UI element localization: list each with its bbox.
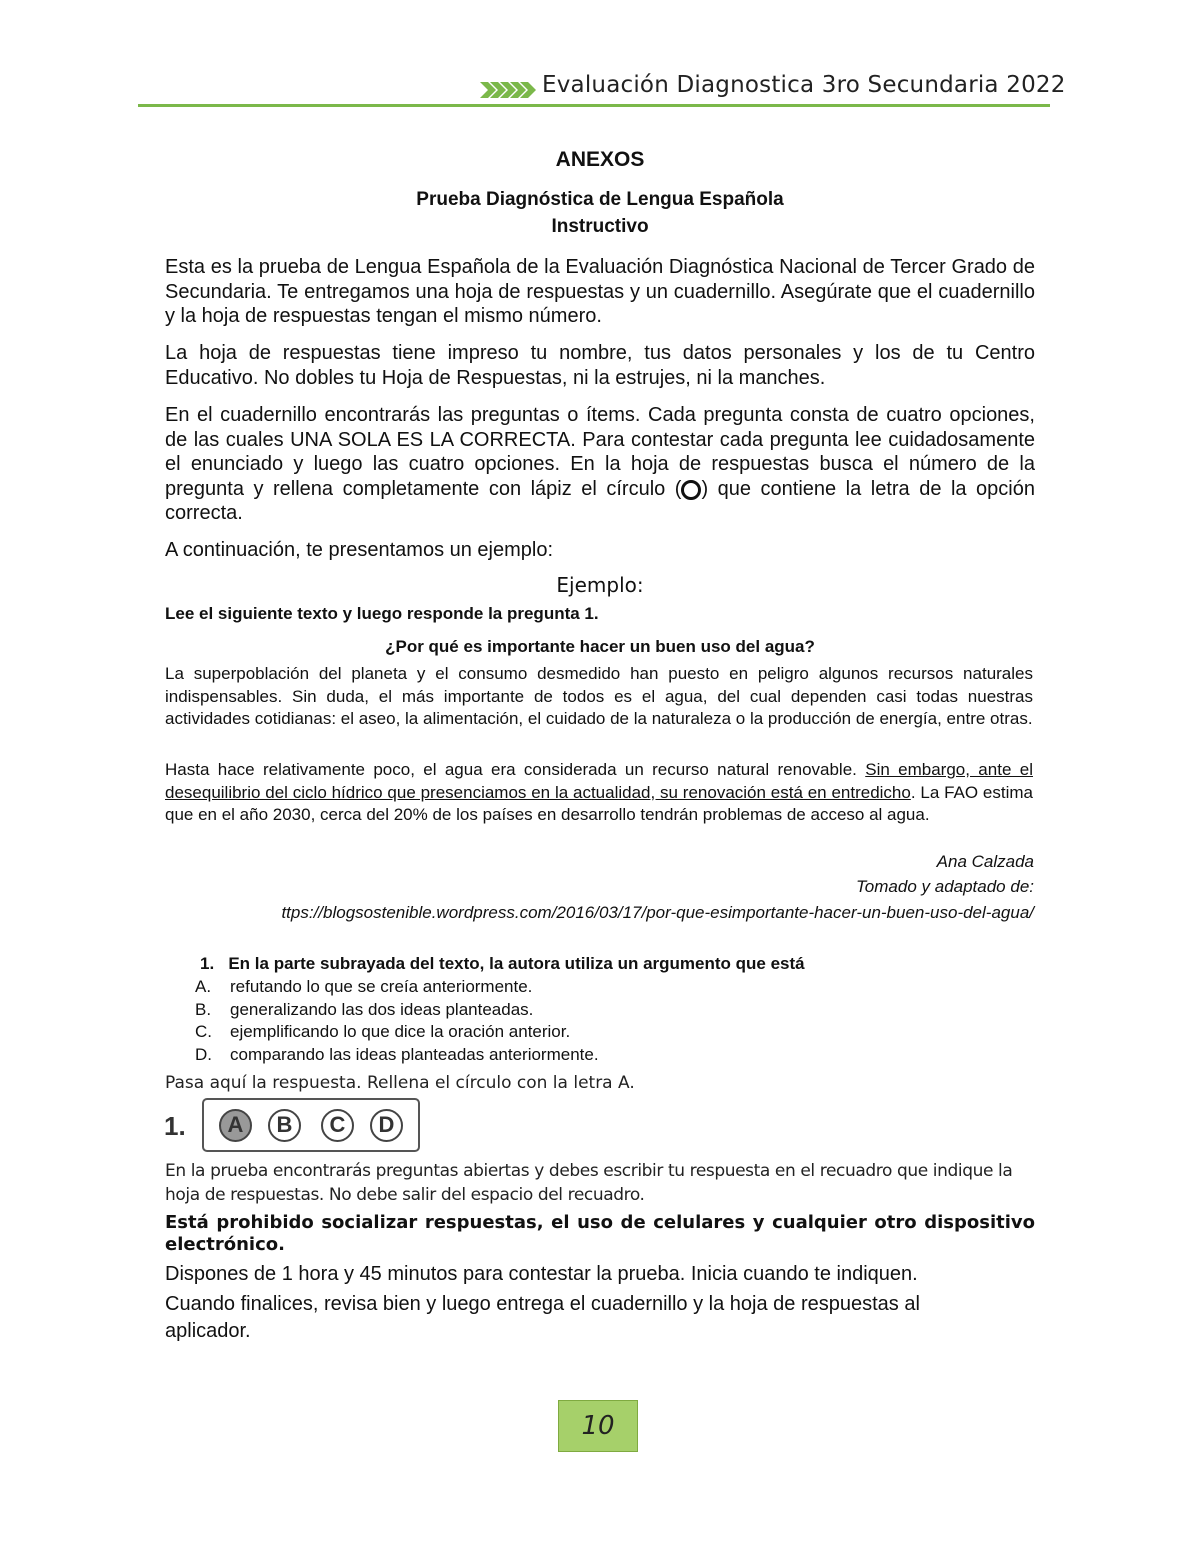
option-letter: C. <box>195 1022 212 1041</box>
reading-text-start: Hasta hace relativamente poco, el agua era considerada un recurso natural renovable. <box>165 760 857 779</box>
option-c <box>195 1022 570 1042</box>
items-paragraph <box>165 403 1035 526</box>
reading-text-end: . La FAO estima que en el año 2030, cerca del 20% de los países en desarrollo tendrán problemas de acceso al agua. <box>165 782 1033 824</box>
bubble-d[interactable]: D <box>370 1109 403 1142</box>
bubble-c[interactable]: C <box>321 1109 354 1142</box>
answer-bubble-box <box>202 1098 420 1152</box>
time-notice: Dispones de 1 hora y 45 minutos para contestar la prueba. Inicia cuando te indiquen. <box>165 1263 918 1285</box>
source-label: Tomado y adaptado de: <box>855 877 1034 896</box>
option-b <box>195 1000 533 1020</box>
question-1: 1. En la parte subrayada del texto, la autora utiliza un argumento que está <box>200 954 805 973</box>
option-text: refutando lo que se creía anteriormente. <box>230 977 533 996</box>
items-paragraph-start: En el cuadernillo encontrarás las preguntas o ítems. Cada pregunta consta de cuatro opciones, de las cuales UNA SOLA ES LA CORRECTA. Para contestar cada pregunta lee cuidadosamente el enunciado y luego las cuatro opciones. En la hoja de respuestas busca el número de la pregunta y rellena completamente con lápiz el círculo ( <box>165 404 1035 500</box>
reading-paragraph-2 <box>165 759 1033 827</box>
answer-number: 1. <box>164 1111 186 1141</box>
example-intro: A continuación, te presentamos un ejemplo: <box>165 539 554 561</box>
reading-title: ¿Por qué es importante hacer un buen uso del agua? <box>385 637 815 656</box>
read-instruction: Lee el siguiente texto y luego responde la pregunta 1. <box>165 604 599 623</box>
prohibition-notice: Está prohibido socializar respuestas, el uso de celulares y cualquier otro dispositivo electrónico. <box>165 1212 1035 1255</box>
option-letter: B. <box>195 1000 212 1019</box>
test-heading: Prueba Diagnóstica de Lengua Española <box>416 189 784 210</box>
example-title: Ejemplo: <box>556 573 644 597</box>
option-text: comparando las ideas planteadas anteriormente. <box>230 1045 599 1064</box>
option-text: generalizando las dos ideas planteadas. <box>230 1000 534 1019</box>
option-text: ejemplificando lo que dice la oración anterior. <box>230 1022 571 1041</box>
bubble-a[interactable]: A <box>219 1109 252 1142</box>
header-title: Evaluación Diagnostica 3ro Secundaria 2022 <box>542 72 1066 98</box>
author: Ana Calzada <box>936 852 1034 871</box>
items-paragraph-end: ) que contiene la letra de la opción correcta. <box>165 477 1035 524</box>
chevrons-right-icon <box>480 82 538 98</box>
intro-paragraph: Esta es la prueba de Lengua Española de la Evaluación Diagnóstica Nacional de Tercer Grado de Secundaria. Te entregamos una hoja de respuestas y un cuadernillo. Asegúrate que el cuadernillo y la hoja de respuestas tengan el mismo número. <box>165 256 1035 327</box>
page-number: 10 <box>581 1411 615 1441</box>
answer-sheet-paragraph: La hoja de respuestas tiene impreso tu nombre, tus datos personales y los de tu Centro Educativo. No dobles tu Hoja de Respuestas, ni la estrujes, ni la manches. <box>165 342 1035 389</box>
option-a <box>195 977 532 997</box>
circle-icon <box>681 480 701 500</box>
instructions-heading: Instructivo <box>551 216 649 237</box>
option-letter: A. <box>195 977 212 996</box>
underlined-argument: Sin embargo, ante el desequilibrio del ciclo hídrico que presenciamos en la actualidad, su renovación está en entredicho <box>165 760 1033 802</box>
bubble-b[interactable]: B <box>268 1109 301 1142</box>
option-d <box>195 1045 599 1065</box>
source-url: ttps://blogsostenible.wordpress.com/2016/03/17/por-que-esimportante-hacer-un-buen-uso-del-agua/ <box>281 903 1034 922</box>
open-questions-note: En la prueba encontrarás preguntas abiertas y debes escribir tu respuesta en el recuadro que indique la hoja de respuestas. No debe salir del espacio del recuadro. <box>165 1161 1013 1205</box>
annex-heading: ANEXOS <box>555 148 645 171</box>
finish-instruction: Cuando finalices, revisa bien y luego entrega el cuadernillo y la hoja de respuestas al aplicador. <box>165 1293 920 1342</box>
page-number-box <box>558 1400 638 1452</box>
reading-paragraph-1: La superpoblación del planeta y el consumo desmedido han puesto en peligro algunos recursos naturales indispensables. Sin duda, el más importante de todos es el agua, del cual dependen casi todas nuestras actividades cotidianas: el aseo, la alimentación, el cuidado de la naturaleza o la producción de energía, entre otras. <box>165 664 1033 728</box>
page-header <box>480 70 1066 108</box>
option-letter: D. <box>195 1045 212 1064</box>
answer-instruction: Pasa aquí la respuesta. Rellena el círculo con la letra A. <box>165 1073 635 1093</box>
header-divider <box>138 104 1050 107</box>
